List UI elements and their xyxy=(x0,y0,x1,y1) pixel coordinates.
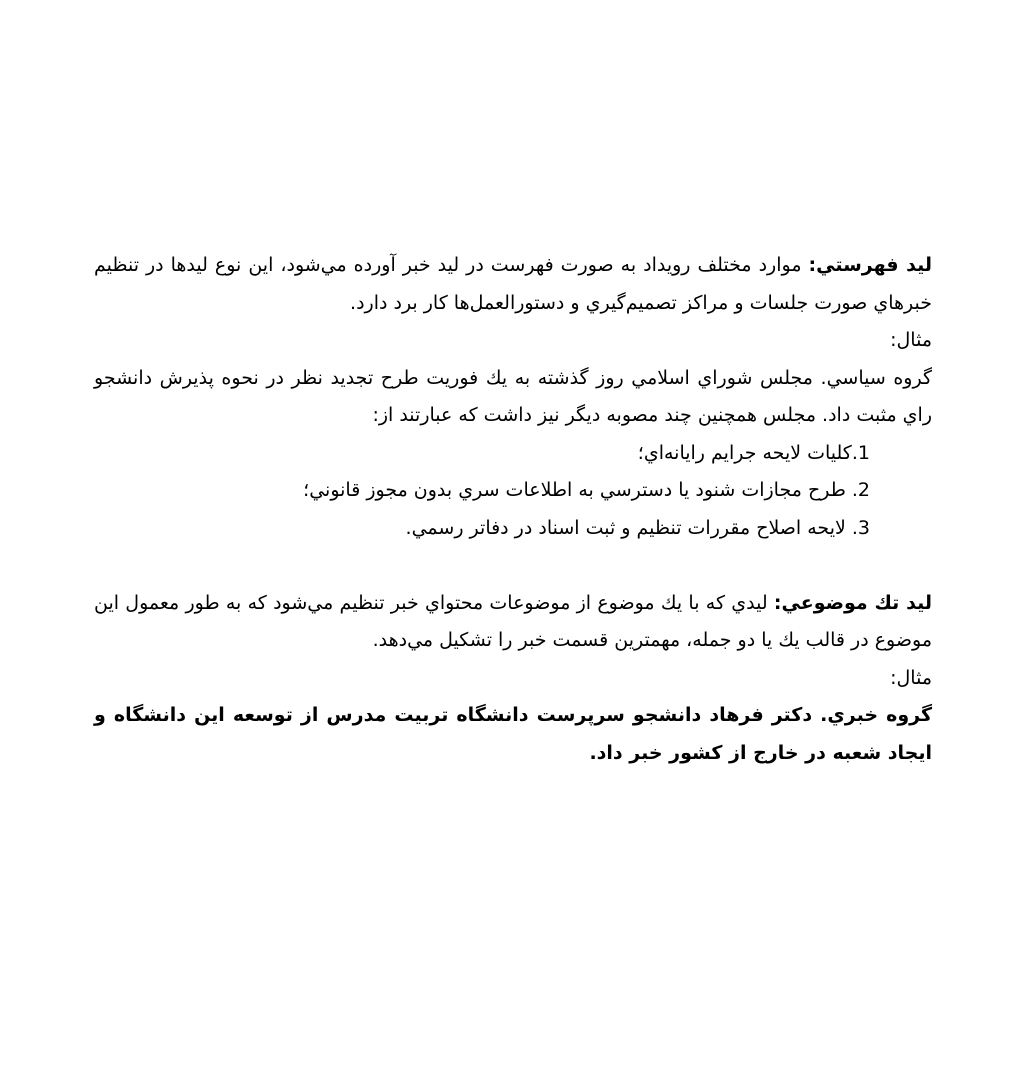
list-lead-example-text: گروه سياسي. مجلس شوراي اسلامي روز گذشته به يك فوريت طرح تجديد نظر در نحوه پذيرش دانشجو راي مثبت داد. مجلس همچنين چند مصوبه ديگر نيز داشت كه عبارتند از: xyxy=(94,366,932,426)
single-topic-lead-definition xyxy=(94,585,932,660)
document-body xyxy=(94,247,932,772)
single-topic-lead-term: ليد تك موضوعي: xyxy=(773,591,932,614)
section-spacer xyxy=(94,547,932,585)
list-lead-term: ليد فهرستي: xyxy=(808,254,932,276)
list-item: 2. طرح مجازات شنود يا دسترسي به اطلاعات سري بدون مجوز قانوني؛ xyxy=(303,479,870,501)
single-topic-lead-example-text: گروه خبري. دكتر فرهاد دانشجو سرپرست دانشگاه تربيت مدرس از توسعه اين دانشگاه و ايجاد شعبه در خارج از كشور خبر داد. xyxy=(94,704,932,764)
list-lead-example-label: مثال: xyxy=(890,329,932,351)
list-item: 1.كليات لايحه جرايم رايانه‌اي؛ xyxy=(637,441,870,464)
single-topic-lead-example-label: مثال: xyxy=(890,666,932,689)
list-lead-definition-text: موارد مختلف رويداد به صورت فهرست در ليد خبر آورده مي‌شود، اين نوع ليدها در تنظيم خبرهاي صورت جلسات و مراكز تصميم‌گيري و دستورالعمل‌ها كار برد دارد. xyxy=(94,254,932,314)
list-item: 3. لايحه اصلاح مقررات تنظيم و ثبت اسناد در دفاتر رسمي. xyxy=(405,516,870,539)
list-lead-example-list xyxy=(94,435,932,548)
list-lead-definition xyxy=(94,247,932,322)
single-topic-lead-definition-text: ليدي كه با يك موضوع از موضوعات محتواي خبر تنظيم مي‌شود كه به طور معمول اين موضوع در قالب يك يا دو جمله، مهمترين قسمت خبر را تشكيل مي‌دهد. xyxy=(94,591,932,651)
